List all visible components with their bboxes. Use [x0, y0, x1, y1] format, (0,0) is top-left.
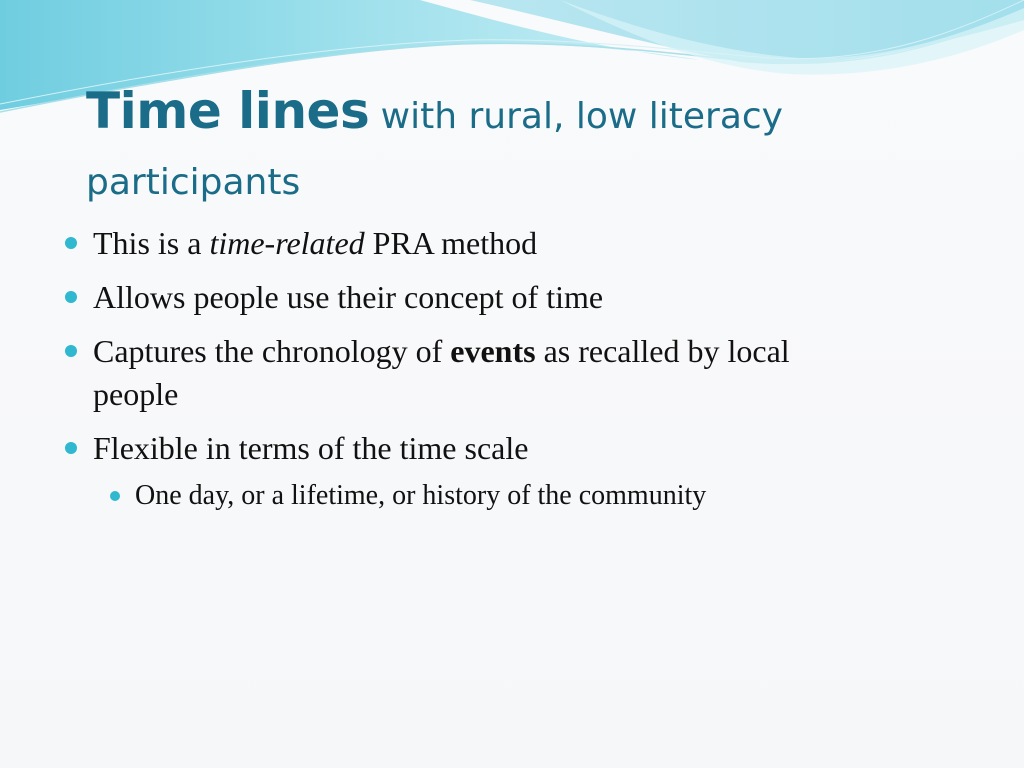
bullet-dot-icon [65, 237, 77, 249]
bullet-dot-icon [65, 291, 77, 303]
bullet-list [60, 222, 980, 516]
bullet-text: Allows people use their concept of time [93, 279, 604, 315]
bullet-item [60, 276, 980, 319]
bullet-text: Captures the chronology of [93, 333, 451, 369]
sub-bullet-text: One day, or a lifetime, or history of the community [135, 480, 707, 511]
bullet-content [60, 222, 980, 527]
bullet-text: as recalled by local [535, 333, 790, 369]
bullet-emphasis: time-related [209, 225, 365, 261]
title-subtitle-line1: with rural, low literacy [369, 96, 783, 137]
bullet-text: people [93, 376, 179, 412]
bullet-item [60, 330, 980, 416]
sub-bullet-dot-icon [110, 491, 120, 501]
title-subtitle-line2: participants [86, 162, 301, 203]
bullet-item [60, 222, 980, 265]
bullet-text: Flexible in terms of the time scale [93, 430, 529, 466]
sub-bullet-item [93, 476, 980, 516]
bullet-text: PRA method [364, 225, 538, 261]
sub-bullet-list [93, 476, 980, 516]
bullet-strong: events [450, 333, 536, 369]
slide-title [86, 78, 966, 216]
bullet-dot-icon [65, 345, 77, 357]
bullet-text: This is a [93, 225, 210, 261]
bullet-dot-icon [65, 442, 77, 454]
bullet-item [60, 427, 980, 516]
title-main: Time lines [86, 82, 370, 140]
